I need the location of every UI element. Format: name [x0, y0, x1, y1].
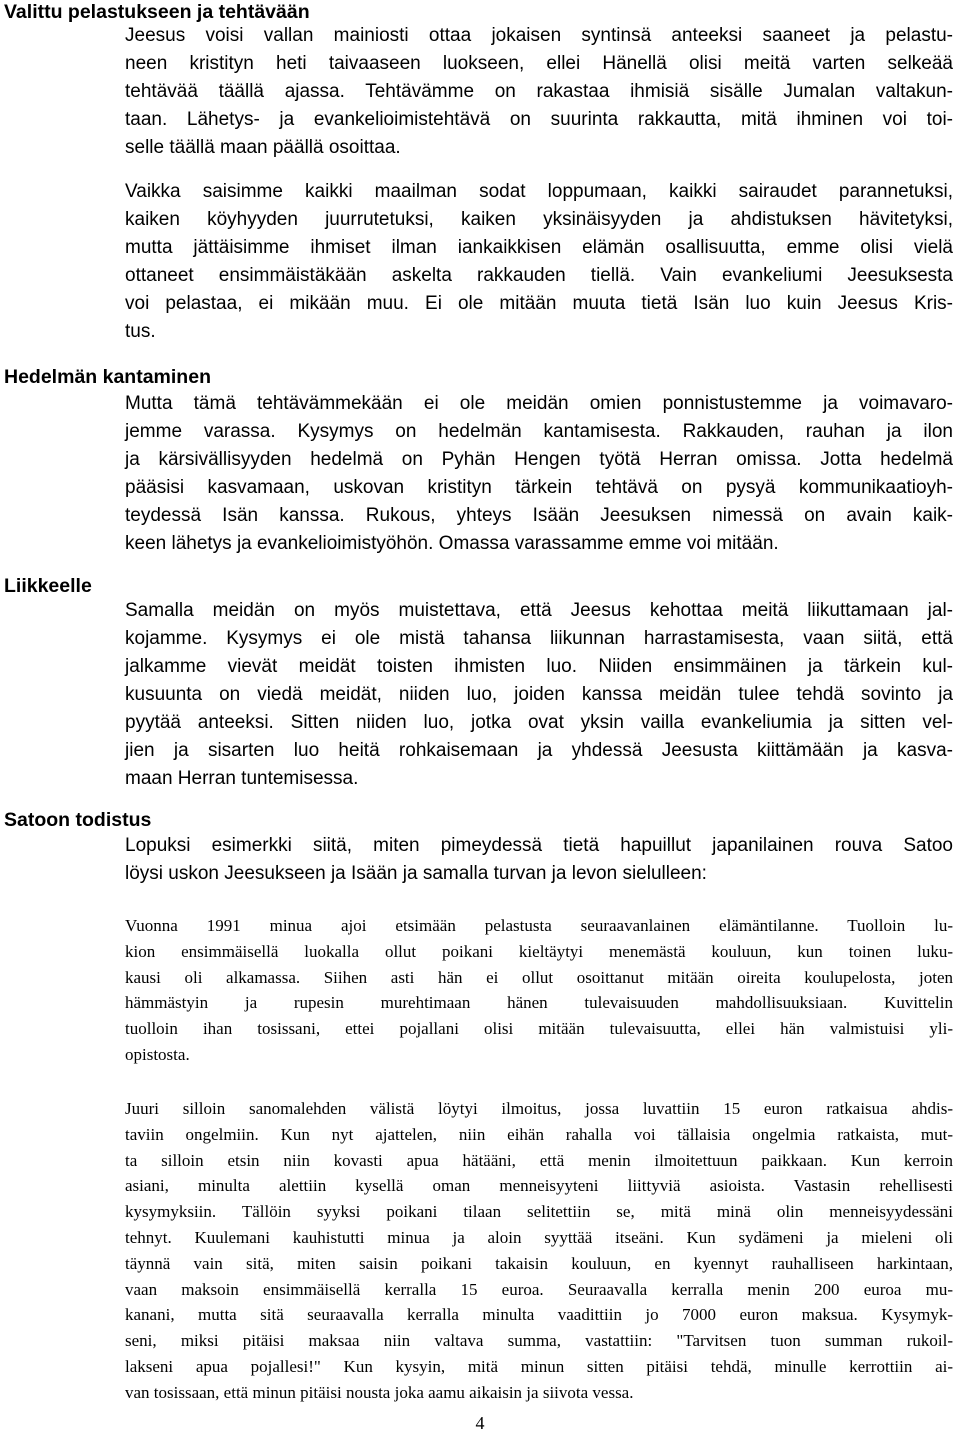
text-line: asiani, minulta alettiin kysellä oman menneisyyteni liittyviä asioista. Vastasin rehellisesti: [125, 1176, 953, 1196]
section-heading: Hedelmän kantaminen: [4, 366, 211, 388]
text-line: taviin ongelmiin. Kun nyt ajattelen, niin eihän rahalla voi tällaisia ongelmia ratkaista, mut-: [125, 1124, 953, 1144]
text-line: jemme varassa. Kysymys on hedelmän kantamisesta. Rakkauden, rauhan ja ilon: [125, 421, 953, 442]
text-line: löysi uskon Jeesukseen ja Isään ja samalla turvan ja levon sielulleen:: [125, 863, 707, 884]
section-heading: Valittu pelastukseen ja tehtävään: [4, 1, 310, 23]
text-line: pyytää anteeksi. Sitten niiden luo, jotka ovat yksin vailla evankeliumia ja sitten vel-: [125, 712, 953, 733]
text-line: kausi oli alkamassa. Siihen asti hän ei ollut osoittanut mitään oireita koulupelosta, joten: [125, 967, 953, 987]
text-line: selle täällä maan päällä osoittaa.: [125, 137, 401, 158]
text-line: kion ensimmäisellä luokalla ollut poikani kieltäytyi menemästä kouluun, kun toinen luku-: [125, 941, 953, 961]
text-line: keen lähetys ja evankelioimistyöhön. Omassa varassamme emme voi mitään.: [125, 533, 779, 554]
paragraph: [125, 597, 953, 793]
section-heading: Satoon todistus: [4, 809, 152, 831]
text-line: Lopuksi esimerkki siitä, miten pimeydessä tietä hapuillut japanilainen rouva Satoo: [125, 835, 953, 856]
text-line: Juuri silloin sanomalehden välistä löytyi ilmoitus, jossa luvattiin 15 euron ratkaisua ahdis-: [125, 1099, 953, 1118]
page-number: 4: [475, 1413, 485, 1433]
text-line: kusuunta on viedä meidät, niiden luo, joiden kanssa meidän tulee tehdä sovinto ja: [125, 684, 953, 705]
text-line: jien ja sisarten luo heitä rohkaisemaan ja yhdessä Jeesusta kiittämään ja kasva-: [125, 740, 953, 761]
text-line: ja kärsivällisyyden hedelmä on Pyhän Hengen työtä Herran omissa. Jotta hedelmä: [125, 449, 953, 470]
text-line: mutta jättäisimme ihmiset ilman iankaikkisen elämän osallisuutta, emme olisi vielä: [125, 237, 953, 258]
text-line: van tosissaan, että minun pitäisi nousta joka aamu aikaisin ja siivota vessa.: [125, 1382, 634, 1402]
text-line: maan Herran tuntemisessa.: [125, 768, 359, 789]
text-line: tus.: [125, 321, 156, 342]
text-line: lakseni apua pojallesi!" Kun kysyin, mitä minun sitten pitäisi tehdä, minulle kerrottiin ai-: [125, 1356, 953, 1376]
text-line: opistosta.: [125, 1044, 190, 1064]
text-line: vaan maksoin ensimmäisellä kerralla 15 euroa. Seuraavalla kerralla menin 200 euroa mu-: [125, 1279, 953, 1299]
text-line: kojamme. Kysymys ei ole mistä tahansa liikunnan harrastamisesta, vaan siitä, että: [125, 628, 953, 649]
text-line: seni, miksi pitäisi maksaa niin valtava summa, vastattiin: "Tarvitsen tuon summan rukoil-: [125, 1331, 953, 1351]
testimony-paragraph: [125, 913, 953, 1068]
text-line: tuolloin ihan tosissani, ettei pojallani olisi mitään tulevaisuutta, ellei hän valmistuisi yli-: [125, 1019, 953, 1039]
paragraph: [125, 832, 953, 888]
text-line: teydessä Isän kanssa. Rukous, yhteys Isään Jeesuksen nimessä on avain kaik-: [125, 505, 953, 526]
text-line: hämmästyin ja rupesin murehtimaan hänen tulevaisuuden mahdollisuuksiaan. Kuvittelin: [125, 993, 953, 1013]
text-line: tehnyt. Kuulemani kauhistutti minua ja aloin syyttää itseäni. Kun sydämeni ja mieleni oli: [125, 1227, 953, 1247]
text-line: ta silloin etsin niin kovasti apua hätääni, että menin ilmoitettuun paikkaan. Kun kerroin: [125, 1150, 953, 1170]
text-line: neen kristityn heti taivaaseen luokseen, ellei Hänellä olisi meitä varten selkeää: [125, 53, 953, 74]
text-line: kanani, mutta sitä seuraavalla kerralla minulta vaadittiin jo 7000 euron maksua. Kysymyk-: [125, 1305, 953, 1325]
text-line: täynnä vain sitä, miten saisin poikani takaisin kouluun, en kyennyt rauhalliseen harkintaan,: [125, 1253, 953, 1273]
text-line: Vaikka saisimme kaikki maailman sodat loppumaan, kaikki sairaudet parannetuksi,: [125, 181, 953, 202]
paragraph: [125, 390, 953, 558]
paragraph: [125, 22, 953, 162]
text-line: taan. Lähetys- ja evankelioimistehtävä on suurinta rakkautta, mitä ihminen voi toi-: [125, 109, 953, 130]
text-line: kysymyksiin. Tällöin syyksi poikani tilaan selitettiin se, mitä minä olin menneisyydessäni: [125, 1202, 953, 1222]
text-line: voi pelastaa, ei mikään muu. Ei ole mitään muuta tietä Isän luo kuin Jeesus Kris-: [125, 293, 953, 314]
text-line: Mutta tämä tehtävämmekään ei ole meidän omien ponnistustemme ja voimavaro-: [125, 393, 953, 414]
text-line: ottaneet ensimmäistäkään askelta rakkauden tiellä. Vain evankeliumi Jeesuksesta: [125, 265, 953, 286]
section-heading: Liikkeelle: [4, 575, 92, 597]
text-line: jalkamme vievät meidät toisten ihmisten luo. Niiden ensimmäinen ja tärkein kul-: [125, 656, 953, 677]
text-line: tehtävää täällä ajassa. Tehtävämme on rakastaa ihmisiä sisälle Jumalan valtakun-: [125, 81, 953, 102]
text-line: kaiken köyhyyden juurrutetuksi, kaiken yksinäisyyden ja ahdistuksen hävitetyksi,: [125, 209, 953, 230]
paragraph: [125, 178, 953, 346]
text-line: Samalla meidän on myös muistettava, että Jeesus kehottaa meitä liikuttamaan jal-: [125, 600, 953, 621]
text-line: Vuonna 1991 minua ajoi etsimään pelastusta seuraavanlainen elämäntilanne. Tuolloin lu-: [125, 916, 953, 935]
text-line: pääsisi kasvamaan, uskovan kristityn tärkein tehtävä on pysyä kommunikaatioyh-: [125, 477, 953, 498]
text-line: Jeesus voisi vallan mainiosti ottaa jokaisen syntinsä anteeksi saaneet ja pelastu-: [125, 25, 953, 46]
testimony-paragraph: [125, 1096, 953, 1406]
